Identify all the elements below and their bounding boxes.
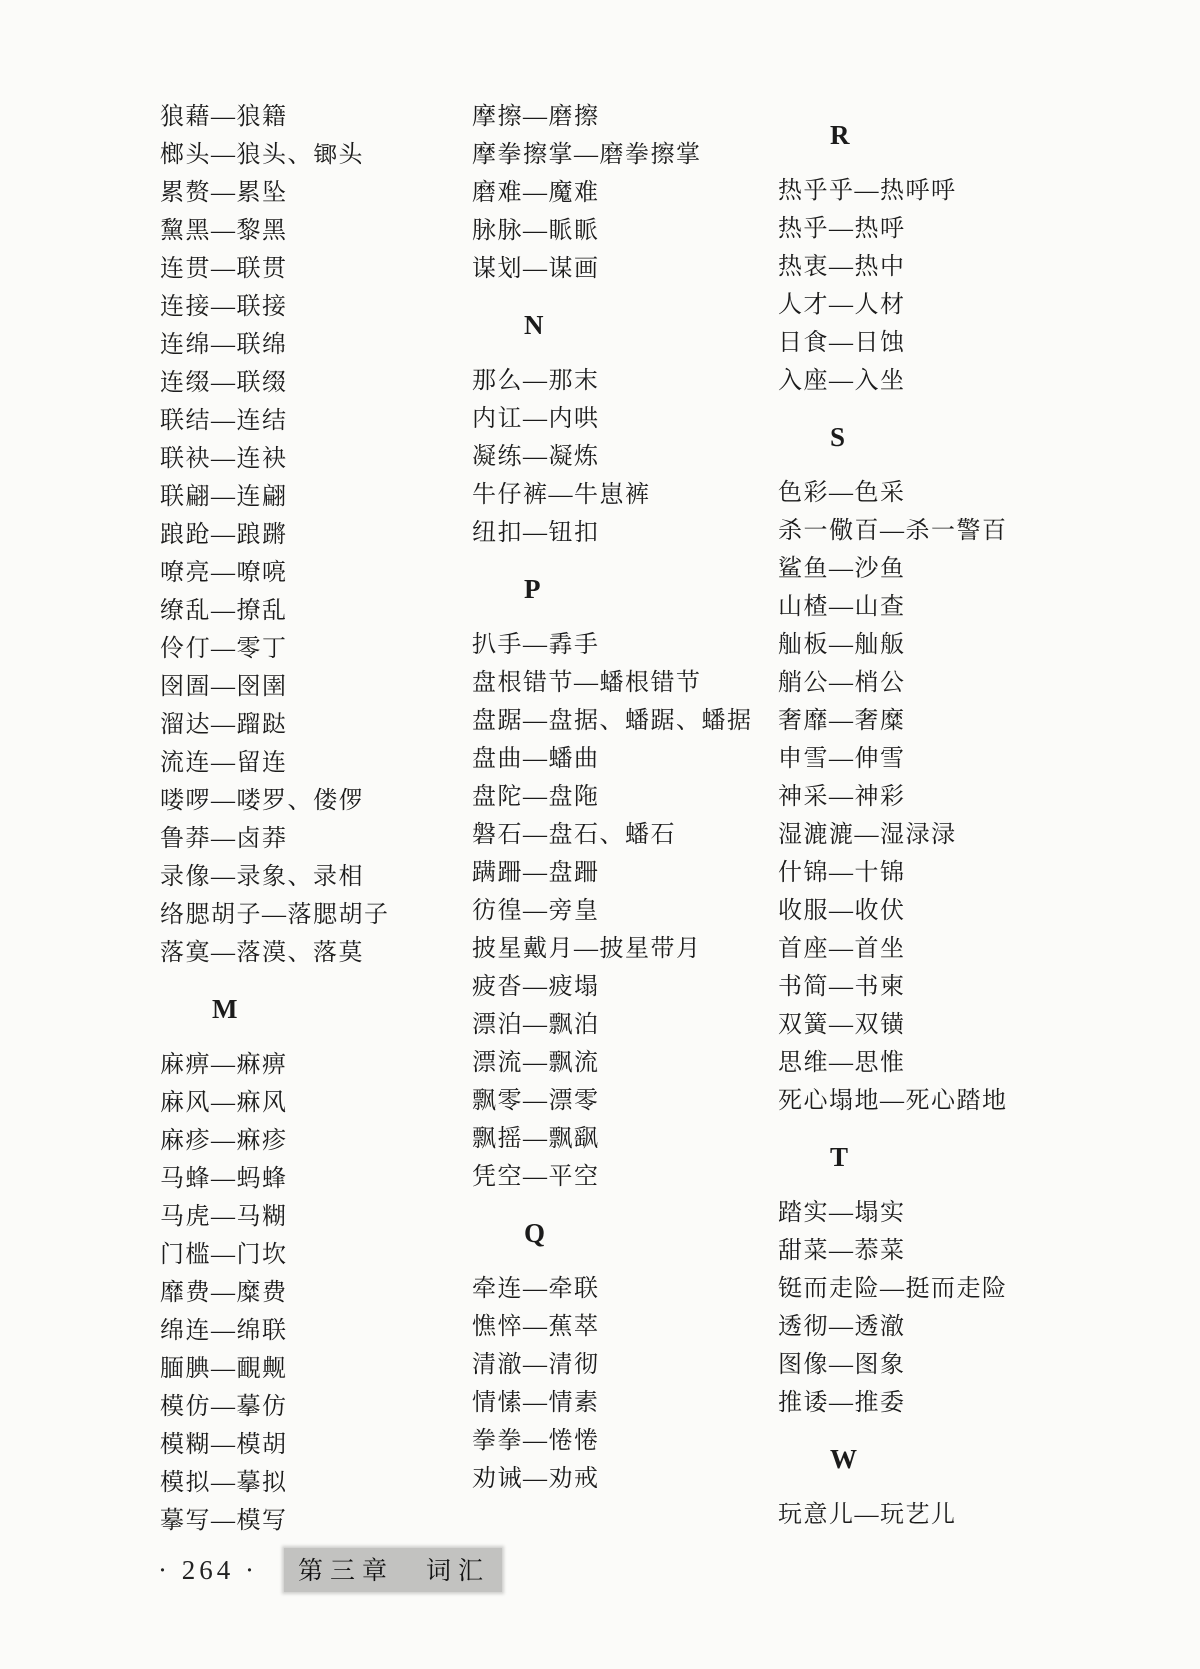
word-pair-entry: 扒手—掱手 xyxy=(472,632,600,658)
word-pair-entry: 疲沓—疲塌 xyxy=(472,974,600,1000)
word-pair-entry: 连接—联接 xyxy=(160,294,288,320)
word-pair-entry: 蹒跚—盘跚 xyxy=(472,860,600,886)
word-pair-entry: 首座—首坐 xyxy=(778,936,906,962)
word-pair-entry: 飘零—漂零 xyxy=(472,1088,600,1114)
word-pair-entry: 麻疹—痳疹 xyxy=(160,1128,288,1154)
word-pair-entry: 囹圄—囹圉 xyxy=(160,674,288,700)
word-pair-entry: 狼藉—狼籍 xyxy=(160,104,288,130)
word-pair-entry: 铤而走险—挺而走险 xyxy=(778,1276,1008,1302)
word-pair-entry: 腼腆—靦觍 xyxy=(160,1356,288,1382)
word-pair-entry: 脉脉—眽眽 xyxy=(472,218,600,244)
word-pair-entry: 凭空—平空 xyxy=(472,1164,600,1190)
word-pair-entry: 山楂—山查 xyxy=(778,594,906,620)
word-pair-entry: 喽啰—喽罗、偻㑩 xyxy=(160,788,364,814)
word-pair-entry: 摩擦—磨擦 xyxy=(472,104,600,130)
word-pair-entry: 玩意儿—玩艺儿 xyxy=(778,1502,957,1528)
column-right xyxy=(778,98,1148,1534)
word-pair-entry: 盘曲—蟠曲 xyxy=(472,746,600,772)
word-pair-entry: 清澈—清彻 xyxy=(472,1352,600,1378)
word-pair-entry: 入座—入坐 xyxy=(778,368,906,394)
word-pair-entry: 绵连—绵联 xyxy=(160,1318,288,1344)
word-pair-entry: 图像—图象 xyxy=(778,1352,906,1378)
word-pair-entry: 热乎—热呼 xyxy=(778,216,906,242)
word-pair-entry: 纽扣—钮扣 xyxy=(472,520,600,546)
word-pair-entry: 漂流—飘流 xyxy=(472,1050,600,1076)
word-pair-entry: 麻风—痳风 xyxy=(160,1090,288,1116)
word-pair-entry: 舢板—舢舨 xyxy=(778,632,906,658)
word-pair-entry: 马蜂—蚂蜂 xyxy=(160,1166,288,1192)
section-header-s: S xyxy=(830,422,846,452)
word-pair-entry: 那么—那末 xyxy=(472,368,600,394)
word-pair-entry: 憔悴—蕉萃 xyxy=(472,1314,600,1340)
word-pair-entry: 麻痹—痳痹 xyxy=(160,1052,288,1078)
word-pair-entry: 马虎—马糊 xyxy=(160,1204,288,1230)
word-pair-entry: 艄公—梢公 xyxy=(778,670,906,696)
section-header-w: W xyxy=(830,1444,857,1474)
word-pair-entry: 榔头—狼头、𨱍头 xyxy=(160,142,364,168)
word-pair-entry: 录像—录象、录相 xyxy=(160,864,364,890)
word-pair-entry: 拳拳—惓惓 xyxy=(472,1428,600,1454)
word-pair-entry: 凝练—凝炼 xyxy=(472,444,600,470)
section-header-p: P xyxy=(524,574,541,604)
word-pair-entry: 情愫—情素 xyxy=(472,1390,600,1416)
word-pair-entry: 磐石—盘石、蟠石 xyxy=(472,822,676,848)
word-pair-entry: 色彩—色采 xyxy=(778,480,906,506)
word-pair-entry: 推诿—推委 xyxy=(778,1390,906,1416)
word-pair-entry: 摩拳擦掌—磨拳擦掌 xyxy=(472,142,702,168)
word-pair-entry: 死心塌地—死心踏地 xyxy=(778,1088,1008,1114)
column-left xyxy=(160,98,465,1540)
word-pair-entry: 奢靡—奢糜 xyxy=(778,708,906,734)
word-pair-entry: 靡费—糜费 xyxy=(160,1280,288,1306)
word-pair-entry: 杀一儆百—杀一警百 xyxy=(778,518,1008,544)
word-pair-entry: 模仿—摹仿 xyxy=(160,1394,288,1420)
word-pair-entry: 流连—留连 xyxy=(160,750,288,776)
word-pair-entry: 彷徨—旁皇 xyxy=(472,898,600,924)
page-footer xyxy=(158,1550,502,1590)
word-pair-entry: 磨难—魔难 xyxy=(472,180,600,206)
word-pair-entry: 联结—连结 xyxy=(160,408,288,434)
word-pair-entry: 落寞—落漠、落莫 xyxy=(160,940,364,966)
word-pair-entry: 连缀—联缀 xyxy=(160,370,288,396)
word-pair-entry: 模拟—摹拟 xyxy=(160,1470,288,1496)
word-pair-entry: 连贯—联贯 xyxy=(160,256,288,282)
word-pair-entry: 甜菜—菾菜 xyxy=(778,1238,906,1264)
word-pair-entry: 飘摇—飘飖 xyxy=(472,1126,600,1152)
word-pair-entry: 伶仃—零丁 xyxy=(160,636,288,662)
word-pair-entry: 溜达—蹓跶 xyxy=(160,712,288,738)
word-pair-entry: 模糊—模胡 xyxy=(160,1432,288,1458)
word-pair-entry: 人才—人材 xyxy=(778,292,906,318)
word-pair-entry: 盘踞—盘据、蟠踞、蟠据 xyxy=(472,708,753,734)
word-pair-entry: 牛仔裤—牛崽裤 xyxy=(472,482,651,508)
word-pair-entry: 思维—思惟 xyxy=(778,1050,906,1076)
word-pair-entry: 踏实—塌实 xyxy=(778,1200,906,1226)
word-pair-entry: 门槛—门坎 xyxy=(160,1242,288,1268)
word-pair-entry: 书简—书柬 xyxy=(778,974,906,1000)
word-pair-entry: 透彻—透澈 xyxy=(778,1314,906,1340)
word-pair-entry: 漂泊—飘泊 xyxy=(472,1012,600,1038)
word-pair-entry: 牵连—牵联 xyxy=(472,1276,600,1302)
word-pair-entry: 收服—收伏 xyxy=(778,898,906,924)
section-header-q: Q xyxy=(524,1218,546,1248)
word-pair-entry: 摹写—模写 xyxy=(160,1508,288,1534)
word-pair-entry: 湿漉漉—湿渌渌 xyxy=(778,822,957,848)
word-pair-entry: 盘陀—盘陁 xyxy=(472,784,600,810)
chapter-label: 第三章 词汇 xyxy=(284,1548,502,1592)
word-pair-entry: 累赘—累坠 xyxy=(160,180,288,206)
word-pair-entry: 劝诫—劝戒 xyxy=(472,1466,600,1492)
word-pair-entry: 缭乱—撩乱 xyxy=(160,598,288,624)
section-header-m: M xyxy=(212,994,238,1024)
word-pair-entry: 踉跄—踉蹡 xyxy=(160,522,288,548)
word-pair-entry: 双簧—双𨱑 xyxy=(778,1012,906,1038)
word-pair-entry: 鲁莽—卤莽 xyxy=(160,826,288,852)
word-pair-entry: 络腮胡子—落腮胡子 xyxy=(160,902,390,928)
section-header-r: R xyxy=(830,120,850,150)
word-pair-entry: 嘹亮—嘹喨 xyxy=(160,560,288,586)
word-pair-entry: 鲨鱼—沙鱼 xyxy=(778,556,906,582)
word-pair-entry: 谋划—谋画 xyxy=(472,256,600,282)
word-pair-entry: 黧黑—黎黑 xyxy=(160,218,288,244)
word-pair-entry: 内讧—内哄 xyxy=(472,406,600,432)
column-middle xyxy=(472,98,802,1498)
word-pair-entry: 什锦—十锦 xyxy=(778,860,906,886)
page-number: · 264 · xyxy=(158,1554,258,1585)
word-pair-entry: 神采—神彩 xyxy=(778,784,906,810)
word-pair-entry: 联袂—连袂 xyxy=(160,446,288,472)
word-pair-entry: 日食—日蚀 xyxy=(778,330,906,356)
word-pair-entry: 申雪—伸雪 xyxy=(778,746,906,772)
word-pair-entry: 热衷—热中 xyxy=(778,254,906,280)
word-pair-entry: 连绵—联绵 xyxy=(160,332,288,358)
word-pair-entry: 盘根错节—蟠根错节 xyxy=(472,670,702,696)
word-pair-entry: 联翩—连翩 xyxy=(160,484,288,510)
section-header-n: N xyxy=(524,310,544,340)
section-header-t: T xyxy=(830,1142,849,1172)
word-pair-entry: 热乎乎—热呼呼 xyxy=(778,178,957,204)
word-pair-entry: 披星戴月—披星带月 xyxy=(472,936,702,962)
